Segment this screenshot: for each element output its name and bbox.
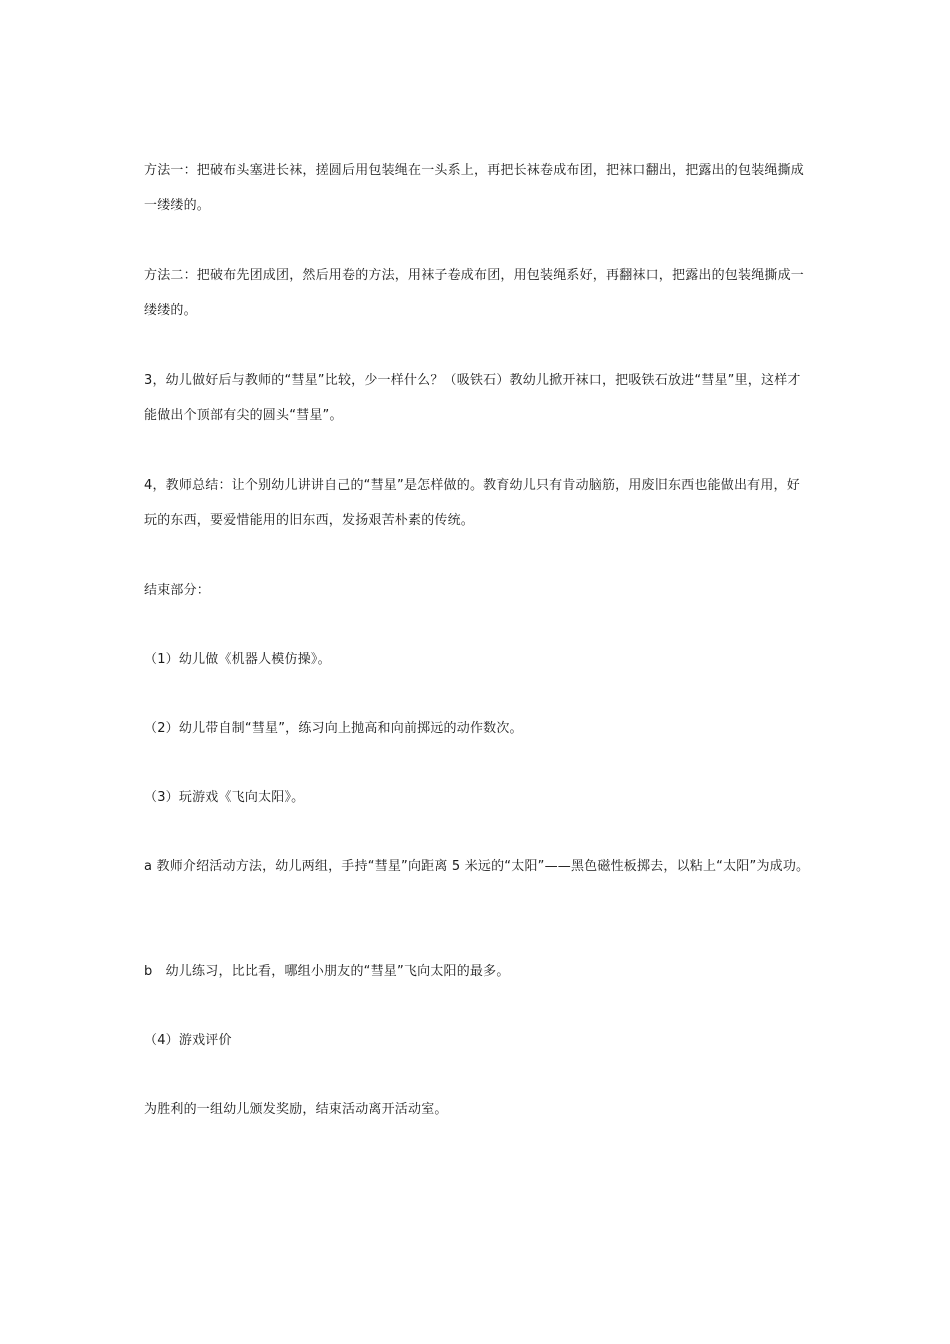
list-item-3: （3）玩游戏《飞向太阳》。 xyxy=(144,790,305,805)
paragraph-method-two: 方法二：把破布先团成团，然后用卷的方法，用袜子卷成布团，用包装绳系好，再翻袜口，把露出的包装绳撕成一缕缕的。 xyxy=(144,268,805,318)
list-subitem-b: b 幼儿练习，比比看，哪组小朋友的“彗星”飞向太阳的最多。 xyxy=(144,964,510,979)
paragraph-closing: 为胜利的一组幼儿颁发奖励，结束活动离开活动室。 xyxy=(144,1102,448,1117)
list-item-4: （4）游戏评价 xyxy=(144,1033,232,1048)
paragraph-step-3: 3，幼儿做好后与教师的“彗星”比较，少一样什么？（吸铁石）教幼儿掀开袜口，把吸铁石放进“彗星”里，这样才能做出个顶部有尖的圆头“彗星”。 xyxy=(144,373,801,423)
paragraph-step-4: 4，教师总结：让个别幼儿讲讲自己的“彗星”是怎样做的。教育幼儿只有肯动脑筋，用废旧东西也能做出有用，好玩的东西，要爱惜能用的旧东西，发扬艰苦朴素的传统。 xyxy=(144,478,800,528)
paragraph-method-one: 方法一：把破布头塞进长袜，搓圆后用包装绳在一头系上，再把长袜卷成布团，把袜口翻出，把露出的包装绳撕成一缕缕的。 xyxy=(144,163,805,213)
list-item-2: （2）幼儿带自制“彗星”，练习向上抛高和向前掷远的动作数次。 xyxy=(144,721,523,736)
section-heading-ending: 结束部分： xyxy=(144,583,211,598)
list-subitem-a: a 教师介绍活动方法，幼儿两组，手持“彗星”向距离 5 米远的“太阳”——黑色磁性板掷去，以粘上“太阳”为成功。 xyxy=(144,859,810,874)
list-item-1: （1）幼儿做《机器人模仿操》。 xyxy=(144,652,331,667)
